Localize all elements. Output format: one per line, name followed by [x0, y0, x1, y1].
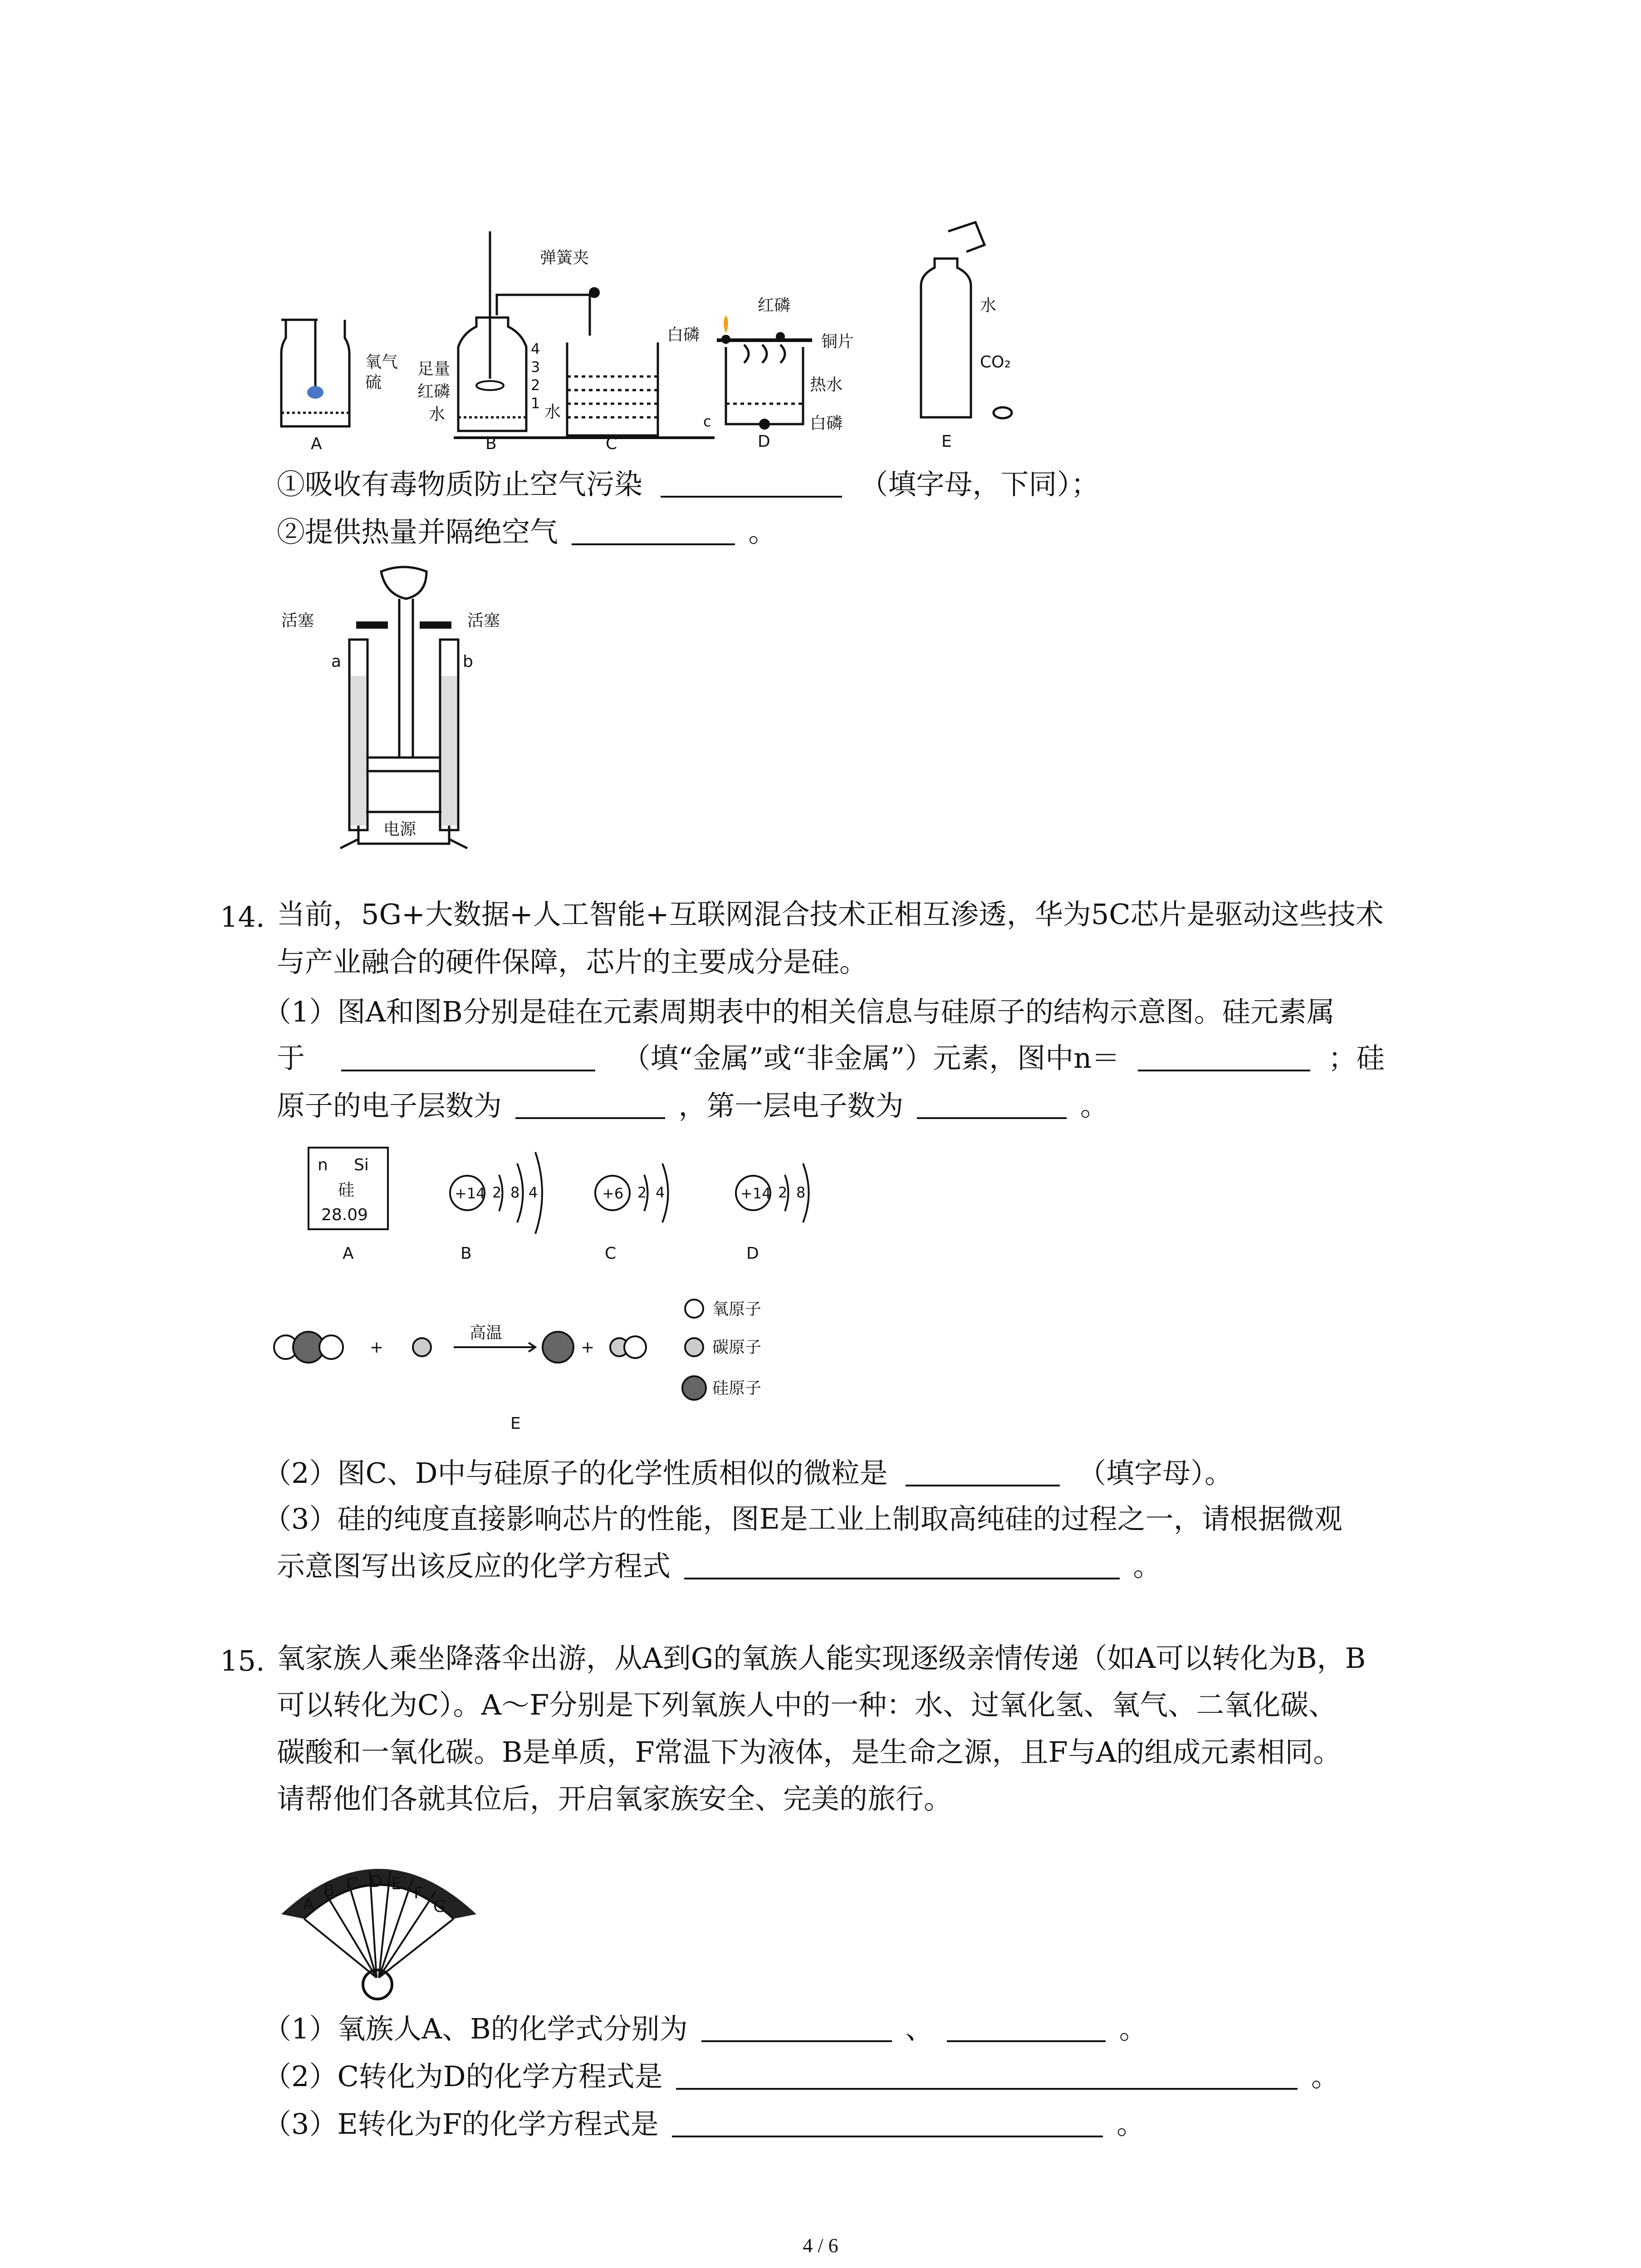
q15-blank-b[interactable]	[947, 2014, 1106, 2042]
q13-blank2[interactable]	[572, 517, 735, 545]
q15-p2	[263, 2062, 1339, 2091]
atom-d-nucleus: +14	[740, 1185, 771, 1202]
q14-blank-layers[interactable]	[515, 1091, 665, 1119]
label-white-phosphorus-bottom: 白磷	[810, 414, 843, 433]
parachute-letter-c: C	[346, 1875, 358, 1893]
legend-oxygen: 氧原子	[712, 1300, 762, 1319]
apparatus-figure	[268, 218, 1011, 454]
atom-c-e1: 2	[637, 1184, 647, 1201]
q14-number: 14.	[220, 900, 265, 934]
parachute-letter-g: G	[433, 1897, 446, 1916]
q14-p1-line3-c: 。	[1080, 1089, 1108, 1122]
q15-p3-b: 。	[1117, 2107, 1145, 2141]
q15-line1: 氧家族人乘坐降落伞出游，从A到G的氧族人能实现逐级亲情传递（如A可以转化为B，B	[277, 1642, 1366, 1675]
atom-d-e1: 2	[778, 1184, 788, 1201]
parachute-letter-a: A	[303, 1895, 314, 1914]
label-water-c: 水	[544, 403, 561, 421]
atom-c-nucleus: +6	[602, 1185, 624, 1202]
q15-blank-e-to-f[interactable]	[672, 2109, 1103, 2137]
q14-intro-line2: 与产业融合的硬件保障，芯片的主要成分是硅。	[277, 945, 868, 978]
q14-blank-metal[interactable]	[341, 1043, 595, 1071]
label-white-phosphorus: 白磷	[667, 326, 700, 344]
q15-line3: 碳酸和一氧化碳。B是单质，F常温下为液体，是生命之源，且F与A的组成元素相同。	[277, 1735, 1342, 1769]
element-n: n	[318, 1156, 328, 1174]
q13-item2-text: ②提供热量并隔绝空气	[277, 515, 558, 548]
q15-p3	[263, 2107, 1145, 2141]
q14-p1-line3	[277, 1091, 1108, 1120]
label-hot-water: 热水	[810, 376, 843, 394]
q15-p1-a: （1）氧族人A、B的化学式分别为	[263, 2012, 688, 2045]
label-reaction-e: E	[510, 1414, 521, 1433]
label-box-a: A	[343, 1244, 354, 1263]
mark-2: 2	[531, 376, 540, 394]
mark-4: 4	[531, 340, 540, 357]
element-mass: 28.09	[321, 1206, 368, 1224]
q13-blank1[interactable]	[661, 469, 842, 498]
label-red-phosphorus: 红磷	[417, 382, 451, 401]
q13-item1-text: ①吸收有毒物质防止空气污染	[277, 468, 643, 501]
atom-b-e2: 8	[510, 1184, 520, 1201]
label-enough: 足量	[417, 360, 451, 378]
q14-p1-line2-a: 于	[277, 1041, 305, 1075]
legend-silicon: 硅原子	[712, 1379, 762, 1398]
label-atom-c: C	[605, 1244, 617, 1263]
q13-item1-tail: （填字母，下同）；	[860, 468, 1099, 501]
reaction-plus-2: +	[581, 1338, 595, 1357]
label-e: E	[941, 432, 952, 451]
atom-b-e3: 4	[529, 1184, 538, 1201]
q14-blank-similar[interactable]	[906, 1458, 1060, 1486]
mark-3: 3	[531, 358, 540, 376]
atom-d-e2: 8	[796, 1184, 806, 1201]
label-tube-b: b	[463, 652, 473, 671]
q14-p1-line1: （1）图A和图B分别是硅在元素周期表中的相关信息与硅原子的结构示意图。硅元素属	[263, 995, 1335, 1028]
label-red-phosphorus-d: 红磷	[758, 296, 791, 315]
q14-p1-line2	[277, 1041, 1385, 1075]
q13-item2-tail: 。	[748, 515, 777, 548]
q13-item1	[277, 469, 1099, 499]
parachute-letter-f: F	[414, 1884, 423, 1902]
label-d: D	[758, 432, 770, 451]
q14-p2-b: （填字母）。	[1078, 1457, 1233, 1490]
q14-p3-line2-a: 示意图写出该反应的化学方程式	[277, 1549, 671, 1583]
label-copper: 铜片	[821, 332, 854, 351]
electrolysis-figure	[272, 558, 535, 848]
q13-item2	[277, 517, 776, 546]
label-a: A	[311, 435, 322, 453]
reaction-plus-1: +	[370, 1338, 384, 1357]
q14-p1-line3-b: ，第一层电子数为	[678, 1089, 904, 1122]
q14-p1-line2-c: ；硅	[1328, 1041, 1385, 1075]
page-number: 4 / 6	[803, 2234, 838, 2257]
parachute-figure	[272, 1828, 485, 2000]
atom-b-nucleus: +14	[455, 1185, 485, 1202]
label-tube-a: a	[331, 652, 342, 671]
q14-intro-line1: 当前，5G+大数据+人工智能+互联网混合技术正相互渗透，华为5C芯片是驱动这些技术	[277, 898, 1384, 931]
q14-p2	[263, 1457, 1233, 1490]
q14-p1-line2-b: （填“金属”或“非金属”）元素，图中n＝	[622, 1041, 1120, 1075]
q14-blank-n[interactable]	[1138, 1043, 1310, 1071]
element-name: 硅	[338, 1181, 355, 1199]
q15-p2-a: （2）C转化为D的化学方程式是	[263, 2060, 663, 2093]
q15-line4: 请帮他们各就其位后，开启氧家族安全、完美的旅行。	[277, 1782, 952, 1815]
silicon-figure	[281, 1139, 862, 1433]
q15-p1-b: 、	[905, 2012, 934, 2045]
legend-carbon: 碳原子	[712, 1338, 762, 1357]
label-clamp: 弹簧夹	[540, 249, 589, 267]
atom-legend	[682, 1300, 761, 1400]
q15-number: 15.	[220, 1644, 265, 1677]
parachute-letter-b: B	[323, 1882, 335, 1900]
q15-p1	[263, 2014, 1147, 2043]
label-sulfur: 硫	[365, 373, 382, 392]
q14-p3-line2	[277, 1549, 1161, 1583]
parachute-letter-e: E	[391, 1875, 402, 1893]
q15-line2: 可以转化为C）。A～F分别是下列氧族人中的一种：水、过氧化氢、氧气、二氧化碳、	[277, 1688, 1337, 1721]
label-b: B	[485, 435, 497, 453]
mark-1: 1	[531, 395, 540, 412]
reaction-condition: 高温	[470, 1324, 503, 1342]
label-co2: CO₂	[980, 353, 1011, 371]
label-atom-b: B	[460, 1244, 472, 1263]
q14-p3-line2-b: 。	[1133, 1549, 1161, 1583]
label-right-valve: 活塞	[467, 611, 500, 630]
atom-b-e1: 2	[492, 1184, 502, 1201]
label-oxygen: 氧气	[365, 353, 398, 371]
element-symbol: Si	[354, 1156, 369, 1174]
q14-blank-first-layer[interactable]	[917, 1091, 1067, 1119]
q15-blank-a[interactable]	[701, 2014, 892, 2042]
label-water-b: 水	[429, 405, 446, 424]
q14-p1-line3-a: 原子的电子层数为	[277, 1089, 502, 1122]
parachute-letter-d: D	[370, 1872, 382, 1891]
q14-p3-line1: （3）硅的纯度直接影响芯片的性能，图E是工业上制取高纯硅的过程之一，请根据微观	[263, 1502, 1342, 1535]
element-box	[309, 1148, 388, 1263]
label-c-lower: c	[703, 413, 711, 430]
q14-blank-equation[interactable]	[684, 1551, 1120, 1579]
q15-p1-c: 。	[1119, 2012, 1147, 2045]
q15-blank-c-to-d[interactable]	[676, 2062, 1298, 2090]
label-c: C	[606, 435, 617, 453]
q14-p2-a: （2）图C、D中与硅原子的化学性质相似的微粒是	[263, 1457, 888, 1490]
q15-p3-a: （3）E转化为F的化学方程式是	[263, 2107, 659, 2141]
label-atom-d: D	[746, 1244, 759, 1263]
q15-p2-b: 。	[1311, 2060, 1340, 2093]
atom-c-e2: 4	[656, 1184, 665, 1201]
label-water-e: 水	[980, 296, 997, 315]
label-power: 电源	[383, 820, 416, 839]
reaction-diagram	[274, 1324, 646, 1433]
label-left-valve: 活塞	[281, 611, 314, 630]
